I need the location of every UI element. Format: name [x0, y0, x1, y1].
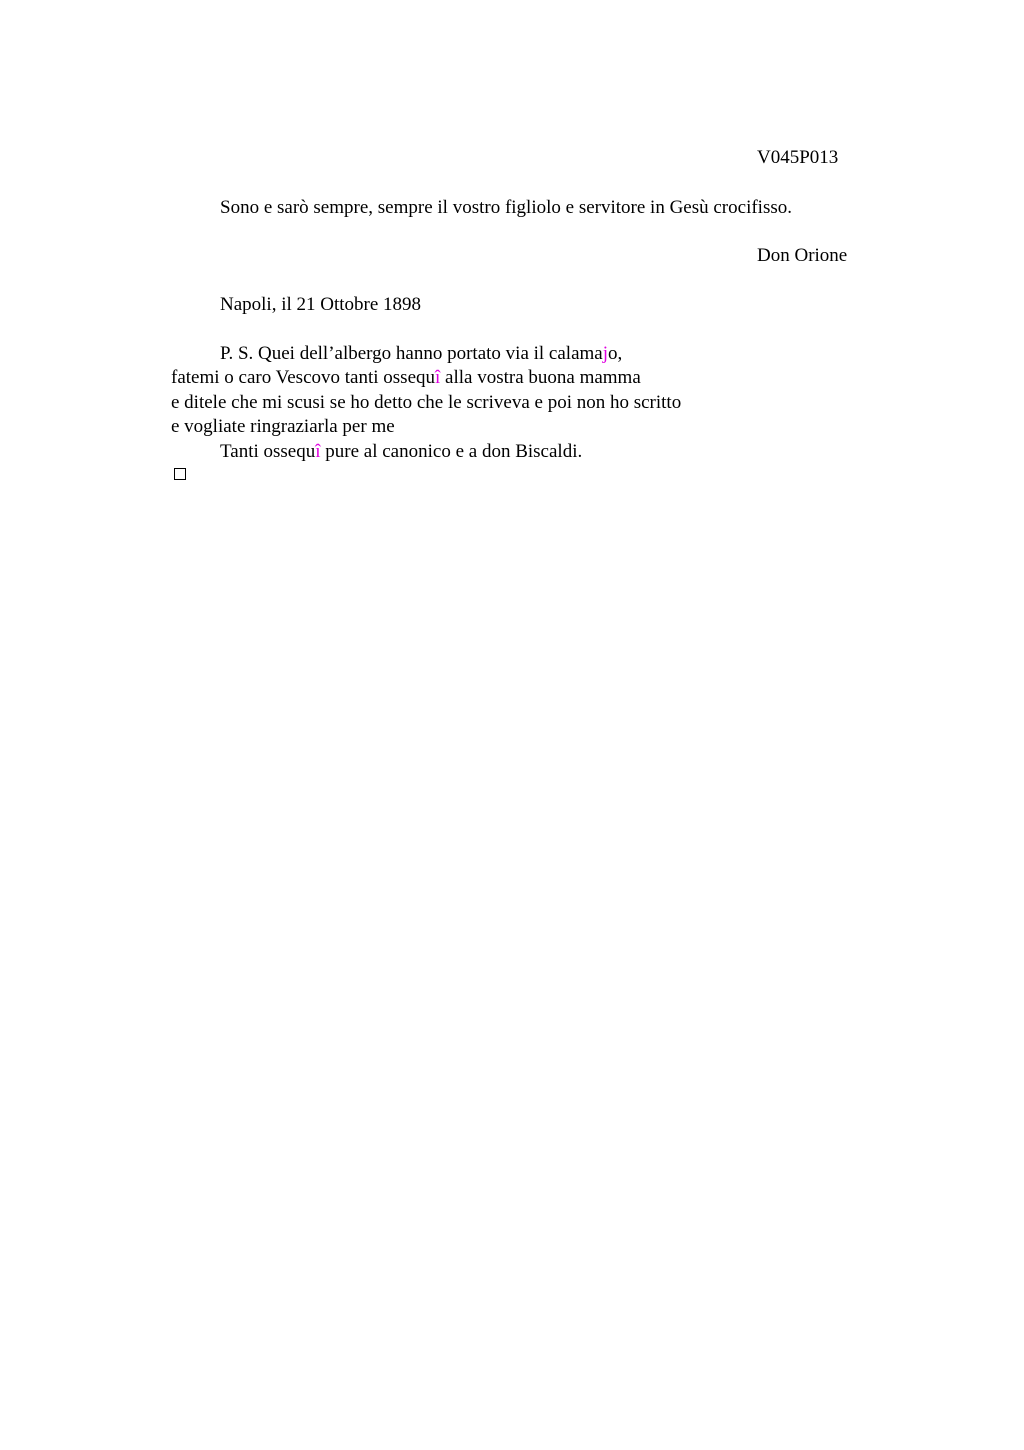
postscript-line-3: e ditele che mi scusi se ho detto che le scriveva e poi non ho scritto	[171, 392, 682, 413]
postscript-line-1-text-b: o,	[608, 343, 623, 364]
postscript-line-5	[220, 440, 582, 464]
signature: Don Orione	[757, 245, 848, 266]
postscript-line-2	[171, 366, 641, 390]
postscript-line-2-text-b: alla vostra buona mamma	[440, 367, 641, 388]
postscript-line-1-highlight: j	[602, 343, 608, 364]
place-date: Napoli, il 21 Ottobre 1898	[220, 294, 422, 315]
postscript-line-5-text-a: Tanti ossequ	[220, 441, 316, 462]
closing-line: Sono e sarò sempre, sempre il vostro figliolo e servitore in Gesù crocifisso.	[220, 197, 792, 218]
page-id: V045P013	[757, 147, 839, 168]
postscript-line-1-text-a: P. S. Quei dell’albergo hanno portato via il calama	[220, 343, 603, 364]
empty-square-icon	[174, 468, 186, 480]
postscript-line-5-text-b: pure al canonico e a don Biscaldi.	[320, 441, 583, 462]
postscript-line-2-text-a: fatemi o caro Vescovo tanti ossequ	[171, 367, 435, 388]
postscript-line-4: e vogliate ringraziarla per me	[171, 416, 395, 437]
postscript-line-2-highlight: î	[435, 367, 441, 388]
postscript-line-5-highlight: î	[315, 441, 321, 462]
postscript-line-1	[220, 342, 622, 366]
